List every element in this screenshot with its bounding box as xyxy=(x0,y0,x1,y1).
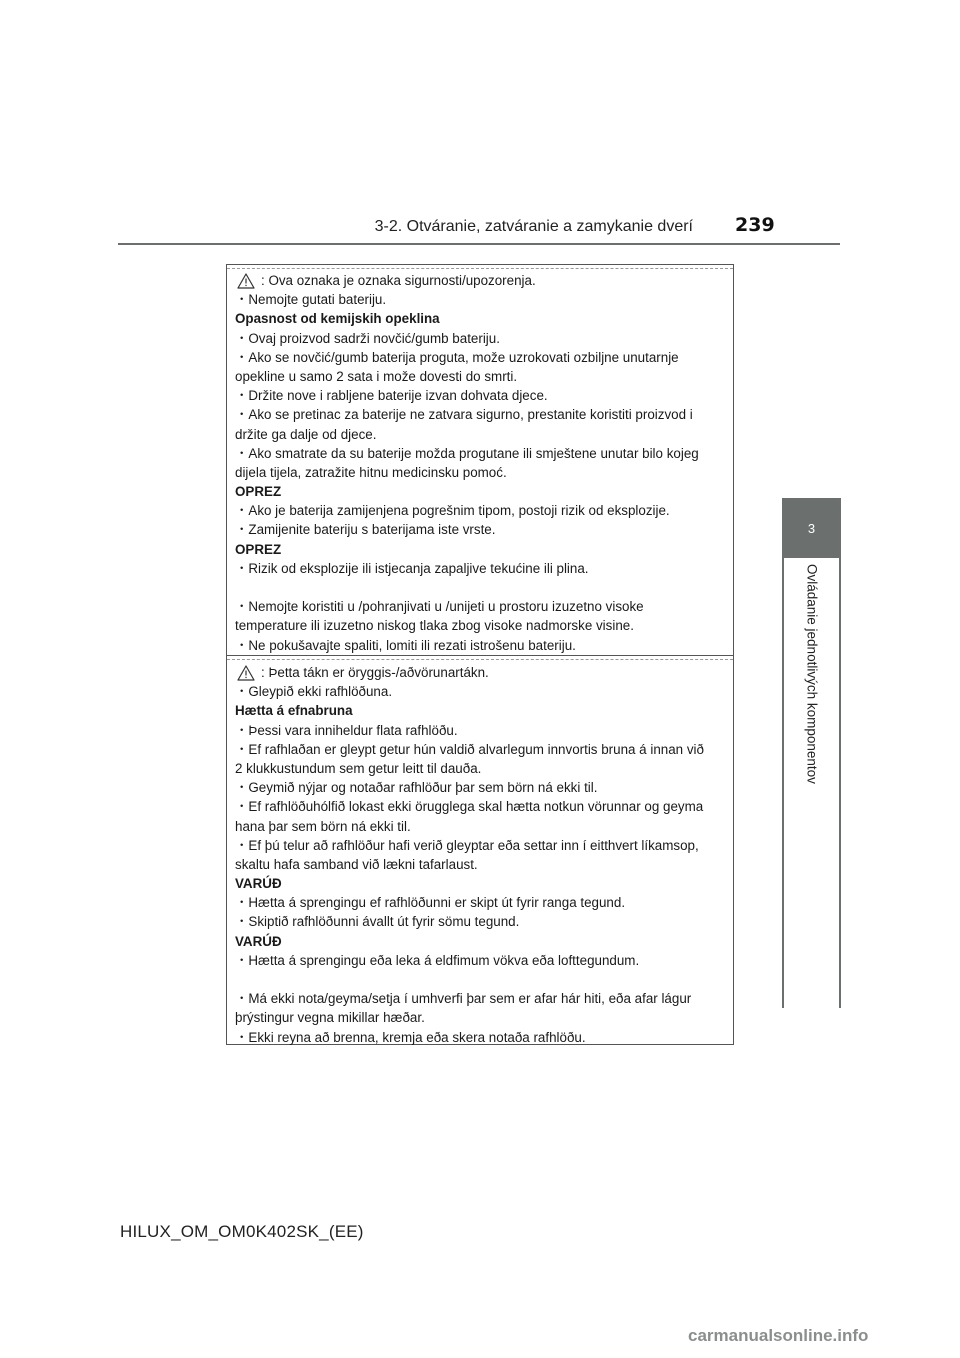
notice-text: ・Hætta á sprengingu ef rafhlöðunni er skipt út fyrir ranga tegund. xyxy=(235,895,626,911)
notice-heading: VARÚÐ xyxy=(235,876,282,892)
notice-heading: OPREZ xyxy=(235,541,282,557)
notice-text: dijela tijela, zatražite hitnu medicinsku pomoć. xyxy=(235,464,507,480)
chapter-title: Ovládanie jednotlivých komponentov xyxy=(804,564,820,784)
notice-text: ・Ef rafhlöðuhólfið lokast ekki örugglega skal hætta notkun vörunnar og geyma xyxy=(235,799,704,815)
warning-triangle-icon xyxy=(237,665,255,681)
section-title: 3-2. Otváranie, zatváranie a zamykanie dverí xyxy=(374,218,693,235)
site-watermark[interactable]: carmanualsonline.info xyxy=(688,1326,869,1345)
chapter-tab[interactable] xyxy=(782,498,841,558)
notice-text: þrýstingur vegna mikillar hæðar. xyxy=(235,1010,425,1026)
notice-text: ・Ne pokušavajte spaliti, lomiti ili rezati istrošenu bateriju. xyxy=(235,637,576,653)
warning-symbol-text: : Þetta tákn er öryggis-/aðvörunartákn. xyxy=(261,665,489,680)
notice-icelandic xyxy=(235,663,727,1047)
notice-text: ・Hætta á sprengingu eða leka á eldfimum vökva eða lofttegundum. xyxy=(235,952,640,968)
notice-text: ・Ako se pretinac za baterije ne zatvara sigurno, prestanite koristiti proizvod i xyxy=(235,407,693,423)
notice-text: ・Má ekki nota/geyma/setja í umhverfi þar sem er afar hár hiti, eða afar lágur xyxy=(235,991,692,1007)
notice-text: opekline u samo 2 sata i može dovesti do smrti. xyxy=(235,368,518,384)
notice-text: ・Nemojte gutati bateriju. xyxy=(235,292,387,308)
notice-text: ・Ako je baterija zamijenjena pogrešnim tipom, postoji rizik od eksplozije. xyxy=(235,503,670,519)
notice-divider xyxy=(227,655,733,656)
header-divider xyxy=(118,243,840,245)
notice-heading: OPREZ xyxy=(235,484,282,500)
notice-text: ・Ako smatrate da su baterije možda progutane ili smještene unutar bilo kojeg xyxy=(235,445,699,461)
notice-text: ・Ovaj proizvod sadrži novčić/gumb bateriju. xyxy=(235,330,500,346)
warning-triangle-icon xyxy=(237,273,255,289)
notice-heading: Hætta á efnabruna xyxy=(235,703,353,719)
notice-text: ・Rizik od eksplozije ili istjecanja zapaljive tekućine ili plina. xyxy=(235,560,589,576)
notice-text: ・Ef þú telur að rafhlöður hafi verið gleyptar eða settar inn í eitthvert líkamsop, xyxy=(235,837,699,853)
notice-text: hana þar sem börn ná ekki til. xyxy=(235,818,411,834)
notice-text: ・Gleypið ekki rafhlöðuna. xyxy=(235,684,393,700)
notice-text: ・Nemojte koristiti u /pohranjivati u /unijeti u prostoru izuzetno visoke xyxy=(235,599,644,615)
document-code: HILUX_OM_OM0K402SK_(EE) xyxy=(120,1222,364,1241)
warning-symbol-line xyxy=(235,271,727,290)
notice-text: skaltu hafa samband við lækni tafarlaust. xyxy=(235,856,478,872)
notice-heading: Opasnost od kemijskih opeklina xyxy=(235,311,440,327)
chapter-number: 3 xyxy=(807,520,816,536)
notice-text: ・Skiptið rafhlöðunni ávallt út fyrir sömu tegund. xyxy=(235,914,520,930)
notice-heading: VARÚÐ xyxy=(235,933,282,949)
page-number: 239 xyxy=(735,214,775,236)
notice-text: temperature ili izuzetno niskog tlaka zbog visoke nadmorske visine. xyxy=(235,618,634,634)
notice-text: ・Geymið nýjar og notaðar rafhlöður þar sem börn ná ekki til. xyxy=(235,780,598,796)
notice-text: ・Zamijenite bateriju s baterijama iste vrste. xyxy=(235,522,496,538)
notice-text: ・Ef rafhlaðan er gleypt getur hún valdið alvarlegum innvortis bruna á innan við xyxy=(235,741,704,757)
blank-line xyxy=(235,578,727,597)
notice-text: ・Držite nove i rabljene baterije izvan dohvata djece. xyxy=(235,388,548,404)
notice-text: ・Ekki reyna að brenna, kremja eða skera notaða rafhlöðu. xyxy=(235,1029,586,1045)
warning-symbol-line xyxy=(235,663,727,682)
battery-warning-box xyxy=(226,264,734,1045)
notice-text: ・Þessi vara inniheldur flata rafhlöðu. xyxy=(235,722,458,738)
blank-line xyxy=(235,970,727,989)
notice-text: ・Ako se novčić/gumb baterija proguta, može uzrokovati ozbiljne unutarnje xyxy=(235,349,679,365)
notice-croatian xyxy=(235,271,727,655)
warning-symbol-text: : Ova oznaka je oznaka sigurnosti/upozorenja. xyxy=(261,273,536,288)
notice-text: 2 klukkustundum sem getur leitt til dauða. xyxy=(235,760,482,776)
notice-text: držite ga dalje od djece. xyxy=(235,426,377,442)
